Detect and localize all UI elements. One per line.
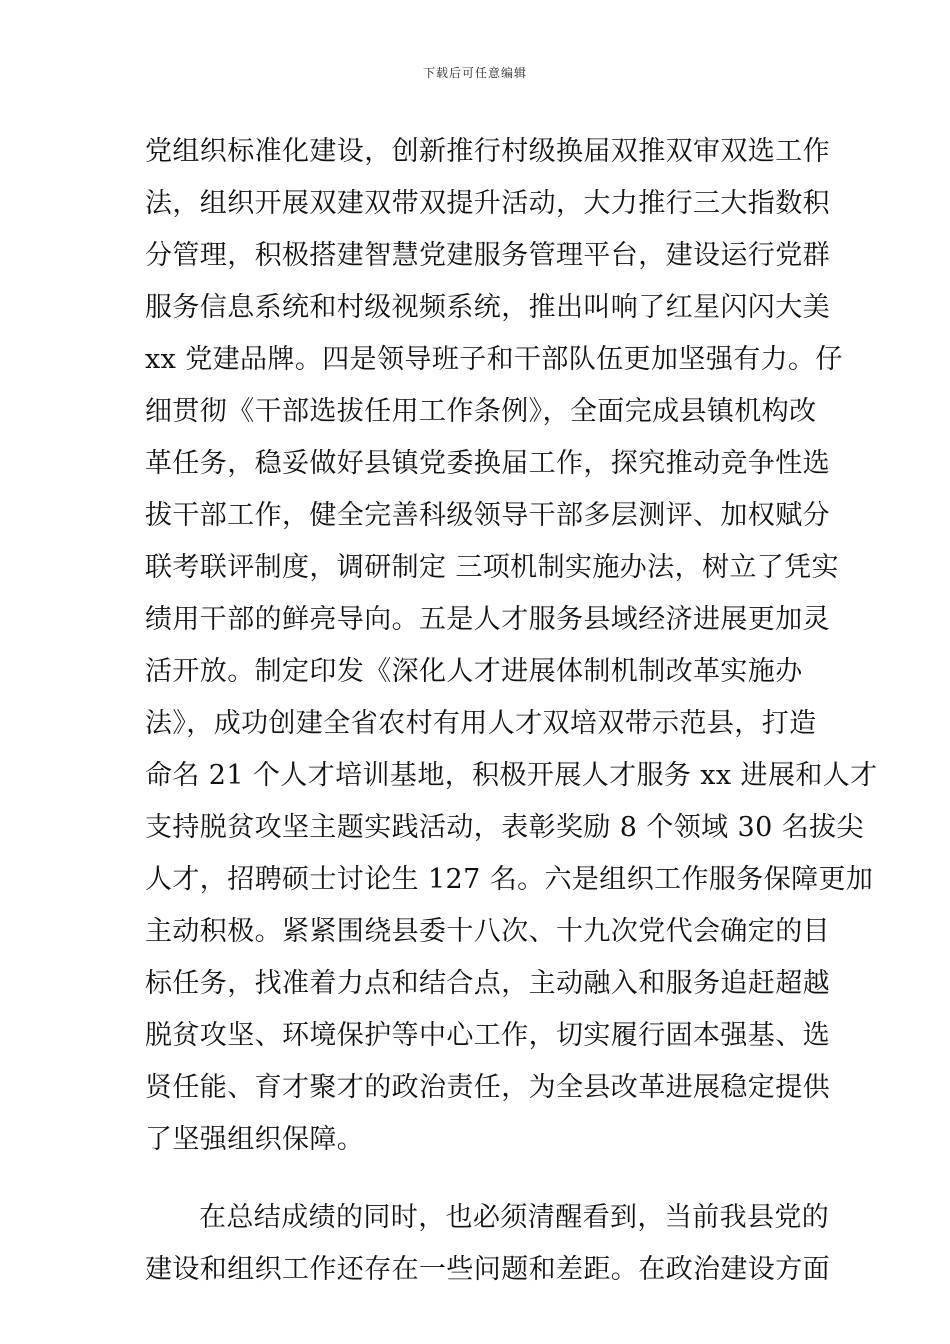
page-header: 下载后可任意编辑 <box>422 66 527 80</box>
text-line: 拔干部工作，健全完善科级领导干部多层测评、加权赋分 <box>145 500 830 531</box>
paragraph-1 <box>145 126 878 1166</box>
text-line: 了坚强组织保障。 <box>145 1124 365 1155</box>
text-line: 法》，成功创建全省农村有用人才双培双带示范县，打造 <box>145 708 817 739</box>
text-line: 脱贫攻坚、环境保护等中心工作，切实履行固本强基、选 <box>145 1020 830 1051</box>
text-line: 贤任能、育才聚才的政治责任，为全县改革进展稳定提供 <box>145 1072 830 1103</box>
text-line: 人才，招聘硕士讨论生 127 名。六是组织工作服务保障更加 <box>145 864 874 895</box>
text-line: 党组织标准化建设，创新推行村级换届双推双审双选工作 <box>145 136 830 167</box>
text-line: 绩用干部的鲜亮导向。五是人才服务县域经济进展更加灵 <box>145 604 830 635</box>
text-line: 细贯彻《干部选拔任用工作条例》，全面完成县镇机构改 <box>145 396 817 427</box>
paragraph-spacer <box>145 1166 810 1192</box>
document-body <box>145 126 878 1296</box>
text-line: 支持脱贫攻坚主题实践活动，表彰奖励 8 个领域 30 名拔尖 <box>145 812 864 843</box>
text-line: 标任务，找准着力点和结合点，主动融入和服务追赶超越 <box>145 968 830 999</box>
text-line: 主动积极。紧紧围绕县委十八次、十九次党代会确定的目 <box>145 916 830 947</box>
text-line: 在总结成绩的同时，也必须清醒看到，当前我县党的 <box>199 1202 830 1233</box>
text-line: 分管理，积极搭建智慧党建服务管理平台，建设运行党群 <box>145 240 830 271</box>
paragraph-2 <box>145 1192 830 1296</box>
text-line: 法，组织开展双建双带双提升活动，大力推行三大指数积 <box>145 188 830 219</box>
text-line: 活开放。制定印发《深化人才进展体制机制改革实施办 <box>145 656 803 687</box>
text-line: 联考联评制度，调研制定 三项机制实施办法，树立了凭实 <box>145 552 839 583</box>
text-line: 革任务，稳妥做好县镇党委换届工作，探究推动竞争性选 <box>145 448 830 479</box>
text-line: xx 党建品牌。四是领导班子和干部队伍更加坚强有力。仔 <box>145 344 843 375</box>
text-line: 命名 21 个人才培训基地，积极开展人才服务 xx 进展和人才 <box>145 760 878 791</box>
text-line: 建设和组织工作还存在一些问题和差距。在政治建设方面 <box>145 1254 830 1285</box>
text-line: 服务信息系统和村级视频系统，推出叫响了红星闪闪大美 <box>145 292 830 323</box>
